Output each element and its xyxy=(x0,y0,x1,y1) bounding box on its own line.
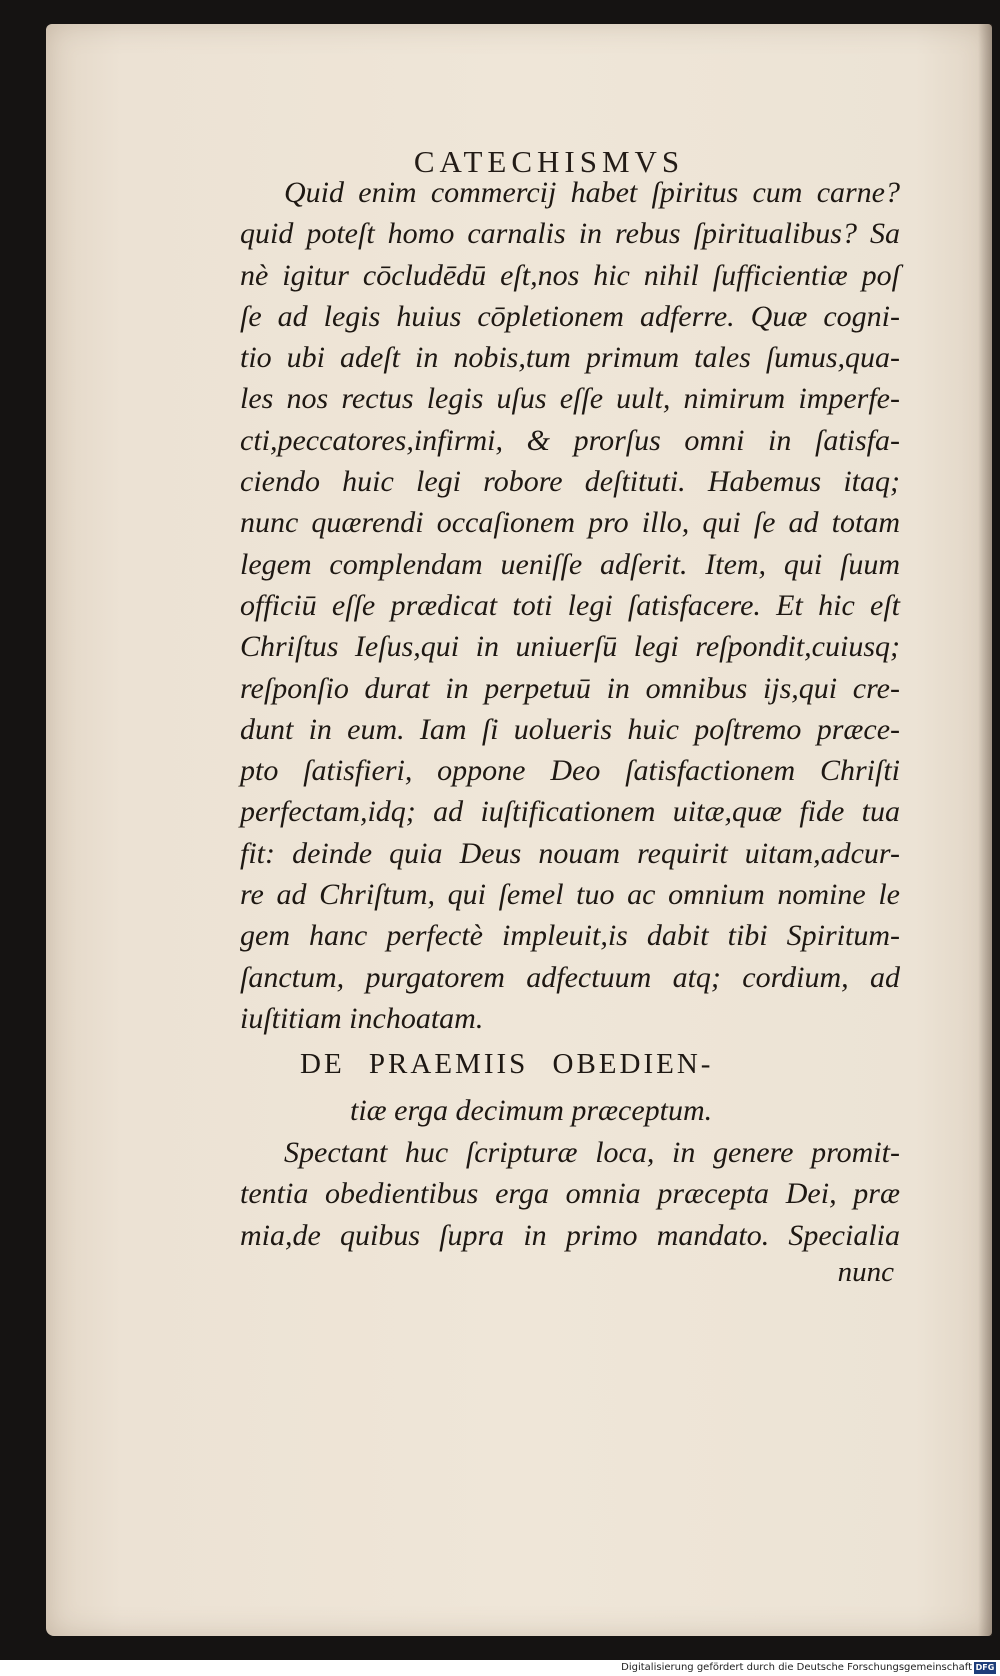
text-line: Quid enim commercij habet ſpiritus cum carne? xyxy=(284,176,900,209)
catchword: nunc xyxy=(837,1256,894,1288)
text-line: ciendo huic legi robore deſtituti. Habemus itaq; xyxy=(240,465,900,499)
text-line: tio ubi adeſt in nobis,tum primum tales ſumus,qua- xyxy=(240,341,900,375)
text-line: ſe ad legis huius cōpletionem adferre. Quæ cogni- xyxy=(240,299,900,333)
text-line: ſanctum, purgatorem adfectuum atq; cordium, ad xyxy=(240,960,900,994)
digitization-footer xyxy=(0,1660,1000,1676)
text-line: Chriſtus Ieſus,qui in uniuerſū legi reſpondit,cuiusq; xyxy=(240,630,900,664)
text-line: fit: deinde quia Deus nouam requirit uitam,adcur- xyxy=(240,836,900,870)
text-line: officiū eſſe prædicat toti legi ſatisfacere. Et hic eſt xyxy=(240,588,900,622)
text-line: re ad Chriſtum, qui ſemel tuo ac omnium nomine le xyxy=(240,878,900,912)
section-heading: DE PRAEMIIS OBEDIEN- xyxy=(300,1048,714,1080)
text-line: reſponſio durat in perpetuū in omnibus ijs,qui cre- xyxy=(240,671,900,705)
dfg-logo-icon[interactable]: DFG xyxy=(975,1663,995,1672)
text-line: Spectant huc ſcripturæ loca, in genere promit- xyxy=(284,1136,900,1169)
text-line: pto ſatisfieri, oppone Deo ſatisfactionem Chriſti xyxy=(240,754,900,788)
text-line: nunc quærendi occaſionem pro illo, qui ſe ad totam xyxy=(240,506,900,540)
text-line: gem hanc perfectè impleuit,is dabit tibi Spiritum- xyxy=(240,919,900,953)
running-head: CATECHISMVS xyxy=(413,144,685,179)
text-line: nè igitur cōcludēdū eſt,nos hic nihil ſufficientiæ poſ xyxy=(240,258,900,292)
text-line: iuſtitiam inchoatam. xyxy=(240,1001,484,1035)
text-line: quid poteſt homo carnalis in rebus ſpiritualibus? Sa xyxy=(240,217,900,251)
footer-credit[interactable]: Digitalisierung gefördert durch die Deutsche Forschungsgemeinschaft xyxy=(621,1662,972,1673)
text-line: tentia obedientibus erga omnia præcepta Dei, præ xyxy=(240,1177,900,1211)
text-line: legem complendam ueniſſe adſerit. Item, qui ſuum xyxy=(240,547,900,581)
paragraph-main xyxy=(240,172,900,1039)
text-line: mia,de quibus ſupra in primo mandato. Specialia xyxy=(240,1218,900,1252)
paragraph-second xyxy=(240,1132,900,1256)
section-subheading: tiæ erga decimum præceptum. xyxy=(350,1094,713,1127)
text-line: perfectam,idq; ad iuſtificationem uitæ,quæ fide tua xyxy=(240,795,900,829)
text-line: cti,peccatores,infirmi, & prorſus omni in ſatisfa- xyxy=(240,423,900,457)
text-line: dunt in eum. Iam ſi uolueris huic poſtremo præce- xyxy=(240,712,900,746)
text-line: les nos rectus legis uſus eſſe uult, nimirum imperfe- xyxy=(240,382,900,416)
